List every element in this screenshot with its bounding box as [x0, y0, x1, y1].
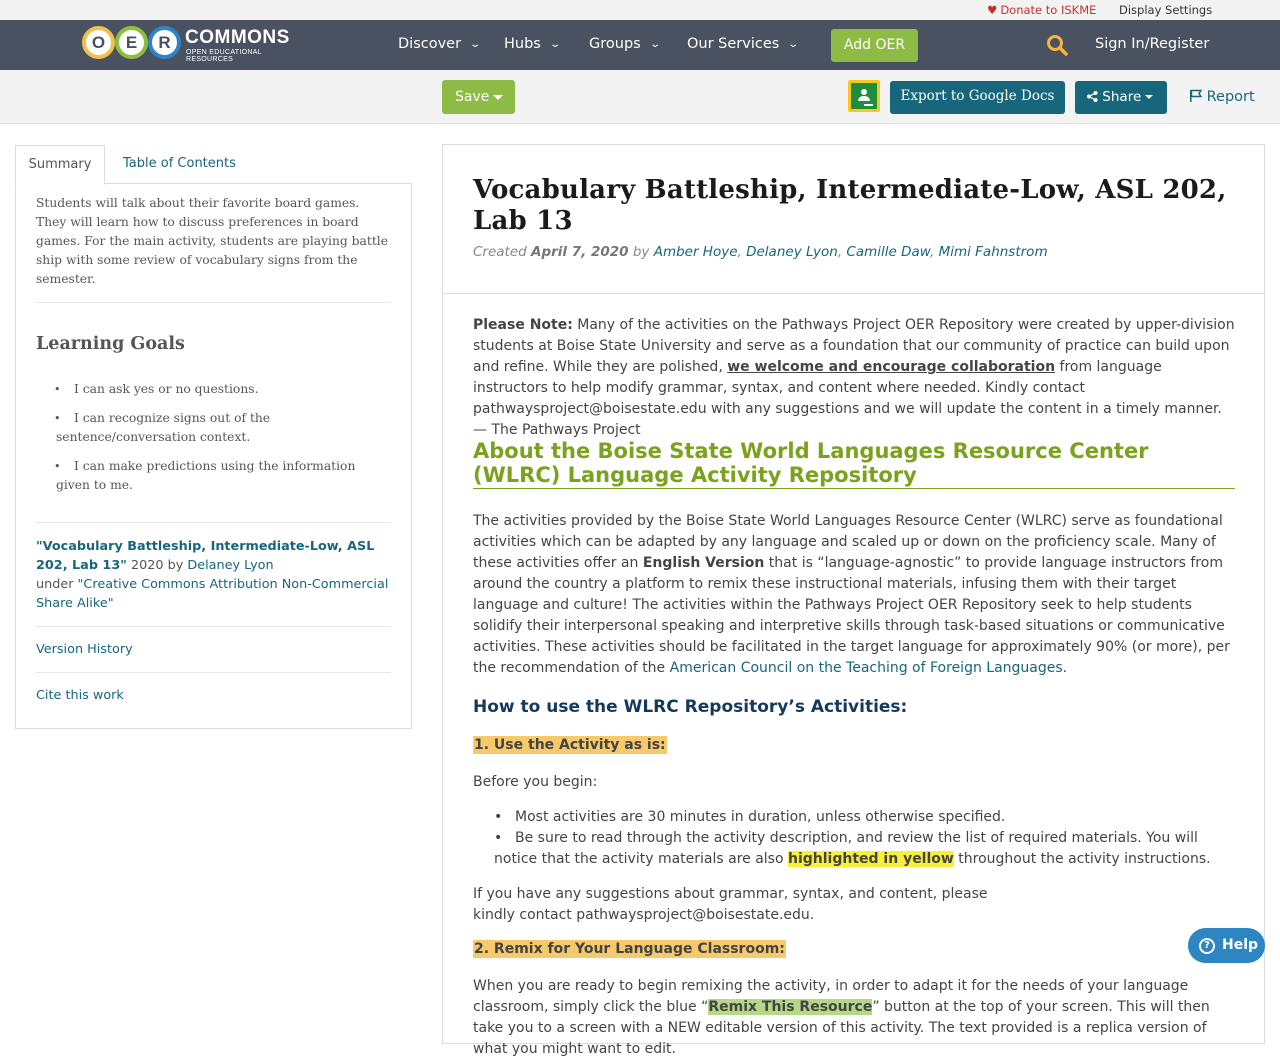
caret-down-icon — [1145, 95, 1153, 99]
logo-letter-e: E — [115, 26, 148, 59]
summary-panel — [15, 183, 412, 729]
step-1-heading: 1. Use the Activity as is: — [474, 737, 666, 753]
license-link[interactable]: "Creative Commons Attribution Non-Commercial Share Alike" — [36, 577, 389, 611]
sidebar-tabs — [15, 145, 412, 184]
version-history-link[interactable]: Version History — [36, 642, 133, 657]
share-button[interactable] — [1075, 81, 1167, 114]
utility-bar — [0, 0, 1280, 20]
tab-summary[interactable]: Summary — [15, 145, 105, 185]
donate-label: Donate to ISKME — [1000, 3, 1097, 17]
oer-commons-logo[interactable] — [82, 25, 290, 63]
nav-discover[interactable] — [398, 36, 482, 52]
report-link[interactable] — [1189, 88, 1255, 105]
how-to-use-heading: How to use the WLRC Repository’s Activities: — [473, 697, 908, 717]
logo-letter-r: R — [148, 26, 181, 59]
please-note-text: from language instructors to help modify grammar, syntax, and content where needed. Kindly contact pathwaysproject@boisestate.edu with any suggestions and we will update the content in a timely manner. — The Pathways Project — [473, 359, 1222, 438]
learning-goal-text: I can ask yes or no questions. — [74, 382, 259, 396]
search-icon[interactable] — [1046, 34, 1068, 56]
nav-groups[interactable] — [589, 36, 659, 52]
flag-icon — [1189, 89, 1202, 102]
divider — [443, 293, 1266, 294]
chevron-down-icon: ⌄ — [549, 39, 561, 50]
english-version-bold: English Version — [642, 555, 765, 571]
learning-goal-item: • I can ask yes or no questions. — [56, 380, 391, 399]
collaboration-underline: we welcome and encourage collaboration — [727, 359, 1056, 375]
donate-link[interactable] — [987, 3, 1096, 17]
help-button[interactable] — [1188, 928, 1265, 963]
resource-content — [442, 144, 1265, 1057]
list-item: • Be sure to read through the activity description, and review the list of required materials. You will notice that the activity materials are also highlighted in yellow throughout the activity instructions. — [494, 830, 1211, 867]
please-note-text: Many of the activities on the Pathways Project OER Repository were created by upper-division students at Boise State University and serve as a foundation that our community of practice can build upon and refine. While they are polished, — [473, 317, 1235, 375]
summary-text: Students will talk about their favorite board games. They will learn how to discuss preferences in board games. For the main activity, students are playing battle ship with some review of vocabulary signs from the semester. — [36, 196, 388, 286]
about-heading: About the Boise State World Languages Resource Center (WLRC) Language Activity Repository — [473, 439, 1235, 489]
about-paragraph — [473, 511, 1238, 679]
nav-our-services[interactable] — [687, 36, 798, 52]
chevron-down-icon: ⌄ — [649, 39, 661, 50]
learning-goal-item: • I can make predictions using the information given to me. — [56, 457, 391, 495]
logo-letter-o: O — [82, 26, 115, 59]
about-text: . — [1062, 660, 1068, 676]
nav-hubs-label: Hubs — [504, 36, 541, 52]
actfl-link[interactable]: American Council on the Teaching of Foreign Languages — [669, 660, 1063, 676]
learning-goal-text: I can recognize signs out of the sentence/conversation context. — [56, 411, 271, 444]
export-to-google-docs-button[interactable]: Export to Google Docs — [890, 81, 1065, 114]
highlighted-in-yellow: highlighted in yellow — [788, 851, 954, 867]
about-text: The activities provided by the Boise State World Languages Resource Center (WLRC) serve as foundational activities which can be adapted by any language and scaled up or down on the proficiency scale. Many of these activities offer an — [473, 513, 1223, 571]
step-2-heading: 2. Remix for Your Language Classroom: — [474, 941, 785, 957]
learning-goal-text: I can make predictions using the information given to me. — [56, 459, 356, 492]
attribution-title-link[interactable]: "Vocabulary Battleship, Intermediate-Low, ASL 202, Lab 13" — [36, 539, 375, 573]
logo-subtitle: OPEN EDUCATIONAL RESOURCES — [186, 49, 262, 63]
caret-down-icon — [493, 95, 503, 100]
author-link[interactable]: Mimi Fahnstrom — [938, 244, 1048, 260]
before-you-begin: Before you begin: — [473, 774, 598, 790]
chevron-down-icon: ⌄ — [469, 39, 482, 50]
attribution-year: 2020 by — [126, 558, 188, 573]
save-label: Save — [455, 89, 490, 105]
remix-text: When you are ready to begin remixing the activity, in order to adapt it for the needs of your language classroom, simply click the blue “ — [473, 978, 1189, 1015]
author-link[interactable]: Amber Hoye — [653, 244, 738, 260]
heart-icon: ♥ — [987, 3, 998, 17]
created-label: Created — [473, 244, 532, 260]
list-item-text: throughout the activity instructions. — [953, 851, 1211, 867]
list-item: • Most activities are 30 minutes in duration, unless otherwise specified. — [473, 807, 1238, 828]
nav-our-services-label: Our Services — [687, 36, 780, 52]
by-label: by — [628, 244, 654, 260]
report-label: Report — [1206, 89, 1255, 105]
share-label: Share — [1102, 89, 1142, 105]
chevron-down-icon: ⌄ — [787, 39, 800, 50]
learning-goals-heading: Learning Goals — [36, 334, 185, 354]
divider — [36, 302, 391, 303]
attribution — [36, 537, 391, 613]
nav-discover-label: Discover — [398, 36, 462, 52]
remix-text: ” button at the top of your screen. This will then take you to a screen with a NEW editable version of this activity. The text provided is a replica version of what you might want to edit. — [473, 999, 1210, 1057]
list-item-text: Most activities are 30 minutes in duration, unless otherwise specified. — [515, 809, 1006, 825]
question-icon: ? — [1199, 938, 1215, 954]
save-button[interactable] — [442, 80, 515, 114]
google-classroom-icon[interactable] — [848, 80, 880, 112]
resource-toolbar — [0, 70, 1280, 124]
main-nav — [0, 20, 1280, 70]
attribution-author-link[interactable]: Delaney Lyon — [187, 558, 274, 573]
remix-paragraph — [473, 976, 1238, 1060]
nav-hubs[interactable] — [504, 36, 559, 52]
author-link[interactable]: Camille Daw — [846, 244, 930, 260]
please-note-label: Please Note: — [473, 317, 573, 333]
help-label: Help — [1222, 937, 1259, 953]
author-link[interactable]: Delaney Lyon — [746, 244, 838, 260]
sign-in-register-link[interactable]: Sign In/Register — [1095, 36, 1210, 52]
share-icon — [1087, 91, 1098, 102]
resource-title: Vocabulary Battleship, Intermediate-Low, ASL 202, Lab 13 — [473, 175, 1227, 236]
before-list — [473, 807, 1238, 870]
logo-word: COMMONS — [185, 27, 290, 48]
about-text: that is “language-agnostic” to provide language instructors from around the country a platform to remix these instructional materials, infusing them with their target language and culture! The activities within the Pathways Project OER Repository seek to help students solidify their interpersonal speaking and interpretive skills through task-based situations or communicative activities. These activities should be facilitated in the target language for approximately 90% (or more), per the recommendation of the — [473, 555, 1230, 676]
remix-this-resource-highlight: Remix This Resource — [708, 999, 873, 1015]
learning-goal-item: • I can recognize signs out of the sentence/conversation context. — [56, 409, 391, 447]
divider — [36, 522, 391, 523]
suggestions-paragraph: If you have any suggestions about grammar, syntax, and content, please kindly contact pathwaysproject@boisestate.edu. — [473, 886, 988, 923]
tab-table-of-contents[interactable]: Table of Contents — [123, 156, 236, 171]
divider — [36, 626, 391, 627]
resource-meta: Created April 7, 2020 by Amber Hoye, Delaney Lyon, Camille Daw, Mimi Fahnstrom — [473, 244, 1048, 260]
list-item-text: Be sure to read through the activity description, and review the list of required materials. You will notice that the activity materials are also — [494, 830, 1198, 867]
add-oer-button[interactable]: Add OER — [831, 29, 918, 62]
created-date: April 7, 2020 — [531, 244, 629, 260]
display-settings-link[interactable]: Display Settings — [1119, 3, 1213, 17]
cite-this-work-link[interactable]: Cite this work — [36, 688, 124, 703]
attribution-under: under — [36, 577, 78, 592]
please-note — [473, 315, 1238, 441]
nav-groups-label: Groups — [589, 36, 641, 52]
divider — [36, 672, 391, 673]
